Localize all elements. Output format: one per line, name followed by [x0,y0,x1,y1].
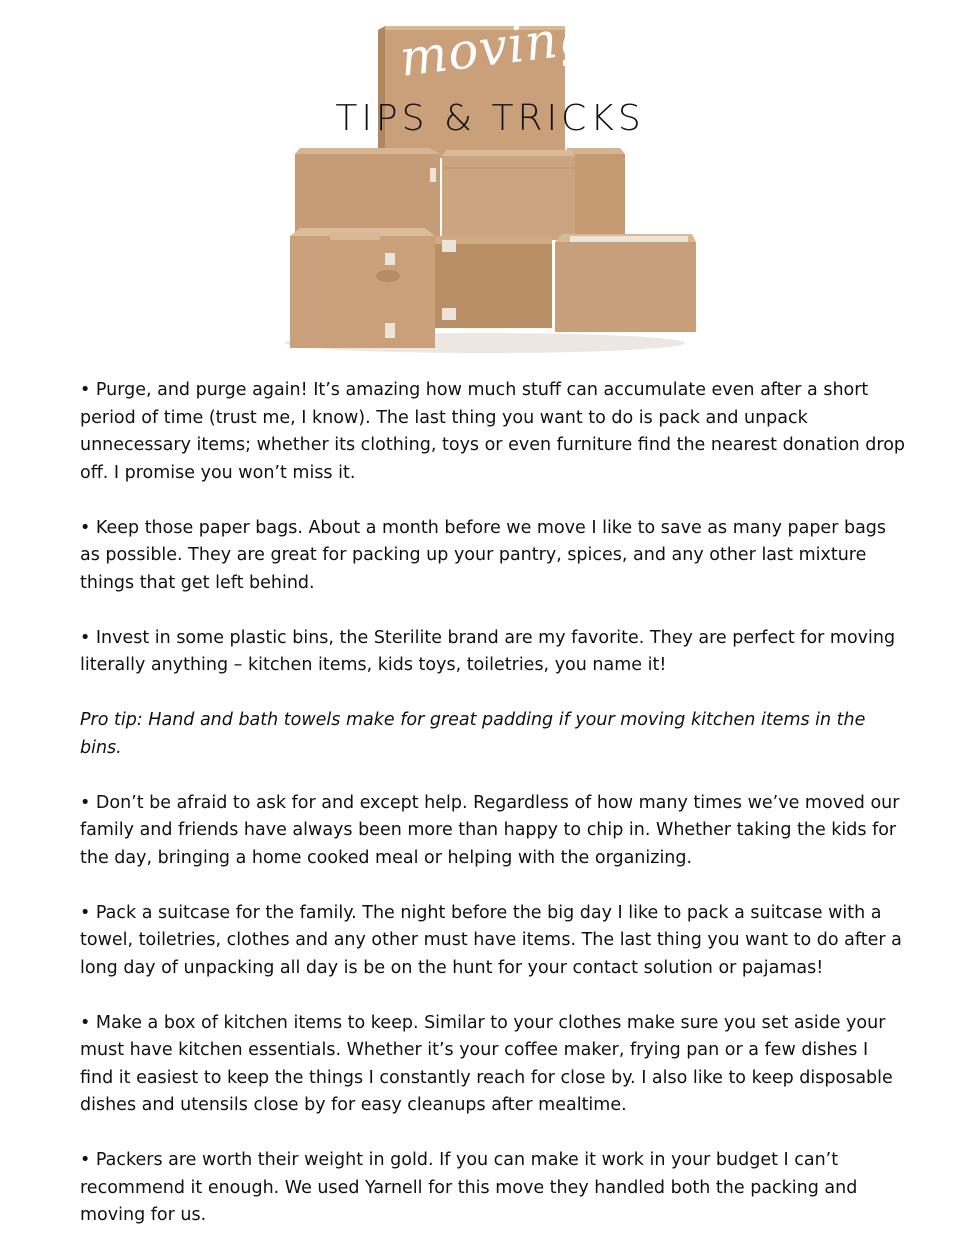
header-graphic [0,0,980,370]
tip-paragraph: • Make a box of kitchen items to keep. Similar to your clothes make sure you set aside your must have kitchen essentials. Whether it’s your coffee maker, frying pan or a few dishes I find it easiest to keep the things I constantly reach for close by. I also like to keep disposable dishes and utensils close by for easy cleanups after mealtime. [80,1012,893,1115]
box-middle-front [442,150,575,240]
tip-paragraph: • Pack a suitcase for the family. The night before the big day I like to pack a suitcase with a towel, toiletries, clothes and any other must have items. The last thing you want to do after a long day of unpacking all day is be on the hunt for your contact solution or pajamas! [80,902,902,978]
tip-paragraph: • Don’t be afraid to ask for and except help. Regardless of how many times we’ve moved our family and friends have always been more than happy to chip in. Whether taking the kids for the day, bringing a home cooked meal or helping with the organizing. [80,792,900,868]
tip-paragraph: • Invest in some plastic bins, the Sterilite brand are my favorite. They are perfect for moving literally anything – kitchen items, kids toys, toiletries, you name it! [80,627,896,675]
box-middle-left [295,148,440,238]
tips-list [80,377,905,1257]
box-bottom-right [555,234,696,332]
tip-paragraph: • Keep those paper bags. About a month before we move I like to save as many paper bags as possible. They are great for packing up your pantry, spices, and any other last mixture things that get left behind. [80,517,887,593]
tip-paragraph: • Packers are worth their weight in gold. If you can make it work in your budget I can’t recommend it enough. We used Yarnell for this move they handled both the packing and moving for us. [80,1150,858,1225]
pro-tip: Pro tip: Hand and bath towels make for great padding if your moving kitchen items in the bins. [80,710,866,758]
box-bottom-center [420,236,552,328]
script-heading: moving [396,6,595,88]
tip-paragraph: • Purge, and purge again! It’s amazing how much stuff can accumulate even after a short period of time (trust me, I know). The last thing you want to do is pack and unpack unnecessary items; whether its clothing, toys or even furniture find the nearest donation drop off. I promise you won’t miss it. [80,380,906,483]
box-bottom-left [290,228,435,348]
page-title: TIPS & TRICKS [335,98,645,139]
